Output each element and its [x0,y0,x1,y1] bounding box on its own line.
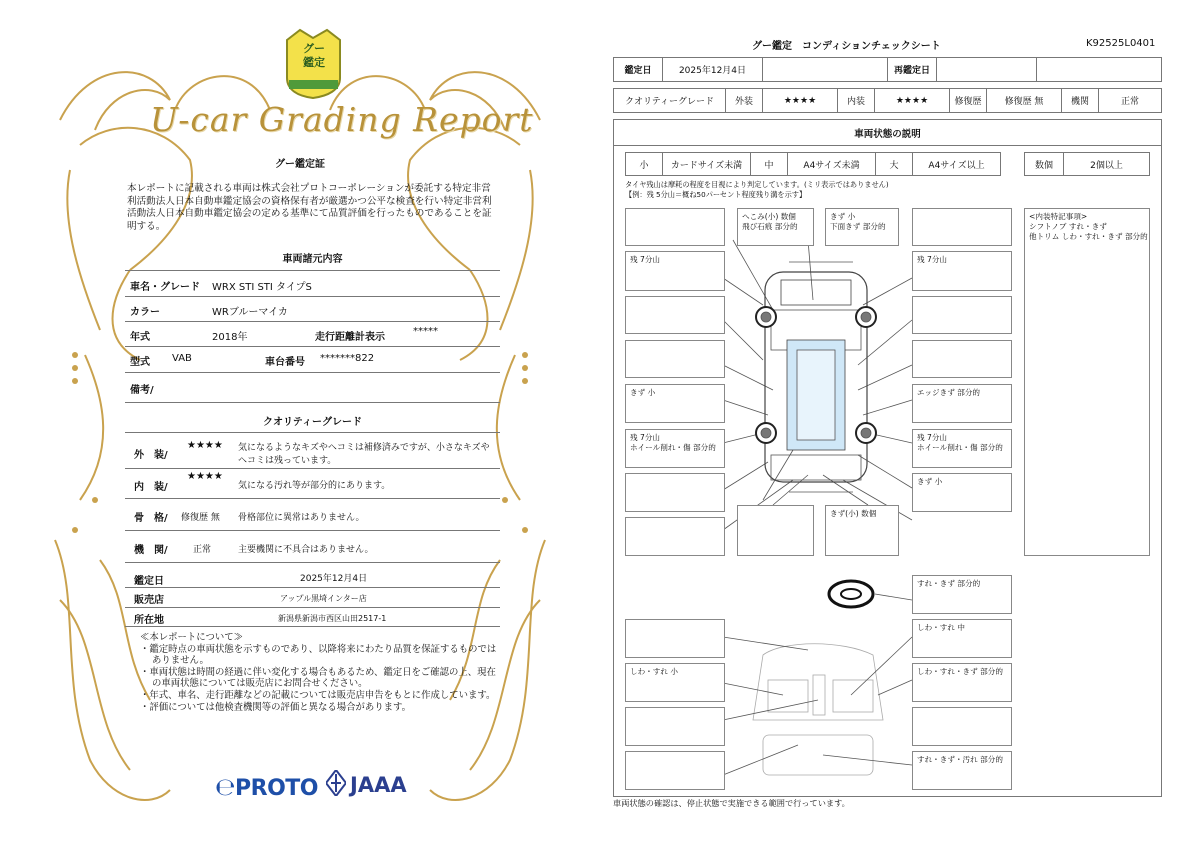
note-box: きず(小) 数個 [825,505,899,556]
reappraisal-value [936,57,1037,82]
date-value: 2025年12月4日 [662,57,763,82]
empty-cell [1036,57,1162,82]
engine-label: 機関 [1061,88,1099,113]
address-value: 新潟県新潟市西区山田2517-1 [278,614,387,623]
note-box: しわ・すれ 小 [625,663,725,702]
note-box: へこみ(小) 数個 飛び石痕 部分的 [737,208,814,246]
note-box [625,340,725,378]
note-box [625,619,725,658]
divider [125,270,500,271]
year-value: 2018年 [212,332,248,343]
sheet-footer: 車両状態の確認は、停止状態で実施できる範囲で行っています。 [613,798,850,808]
legend-medium-desc: A4サイズ未満 [787,152,876,176]
note-box: すれ・きず 部分的 [912,575,1012,614]
legend-medium: 中 [750,152,788,176]
note-box: 残 7分山 ホイール削れ・傷 部分的 [912,429,1012,468]
engine-value: 正常 [193,545,212,555]
name-value: WRX STI STI タイプS [212,282,312,293]
divider [125,321,500,322]
engine-label: 機 関/ [134,545,168,556]
legend-large-desc: A4サイズ以上 [912,152,1001,176]
note-box: すれ・きず・汚れ 部分的 [912,751,1012,790]
model-value: VAB [172,353,192,364]
appraisal-date-label: 鑑定日 [134,576,164,587]
year-label: 年式 [130,332,150,343]
jaaa-logo-icon [326,770,346,796]
interior-special-box: <内装特記事項> シフトノブ すれ・きず 他トリム しわ・すれ・きず 部分的 [1024,208,1150,556]
note-box [625,208,725,246]
repair-value: 修復歴 無 [986,88,1062,113]
exterior-label: 外 装/ [134,450,168,461]
exterior-stars: ★★★★ [762,88,838,113]
note-box: きず 小 [625,384,725,423]
divider [125,432,500,433]
divider [125,530,500,531]
note-box [737,505,814,556]
frame-value: 修復歴 無 [181,513,220,523]
report-id: K92525L0401 [1086,38,1156,49]
frame-label: 骨 格/ [134,513,168,524]
certificate-subtitle: グー鑑定証 [275,159,325,170]
tire-note-example: 【例：残 5分山＝概ね50パーセント程度残り溝を示す】 [625,190,807,199]
note-box [912,296,1012,334]
legend-count-desc: 2個以上 [1063,152,1150,176]
legend-large: 大 [875,152,913,176]
odometer-value: ***** [413,326,438,337]
chassis-value: *******822 [320,353,375,364]
divider [125,372,500,373]
color-value: WRブルーマイカ [212,307,288,318]
divider [125,562,500,563]
tire-note: タイヤ残山は摩耗の程度を目視により判定しています。(ミリ表示ではありません) [625,180,889,189]
exterior-label: 外装 [725,88,763,113]
frame-comment: 骨格部位に異常はありません。 [238,513,365,523]
quality-grade-label: クオリティーグレード [613,88,726,113]
note-item: ・鑑定時点の車両状態を示すものであり、以降将来にわたり品質を保証するものではありません。 [140,643,497,667]
exterior-comment: 気になるようなキズやヘコミは補修済みですが、小さなキズや [238,443,490,453]
divider [125,587,500,588]
legend-small-desc: カードサイズ未満 [662,152,751,176]
odometer-label: 走行距離計表示 [315,332,385,343]
interior-label: 内 装/ [134,482,168,493]
appraisal-date-value: 2025年12月4日 [300,574,368,584]
sheet-title: グー鑑定 コンディションチェックシート [752,41,941,52]
note-box: 残 7分山 [912,251,1012,291]
note-item: ・評価については他検査機関等の評価と異なる場合があります。 [140,701,411,713]
quality-section-title: クオリティーグレード [263,417,362,428]
interior-label: 内装 [837,88,875,113]
divider [125,346,500,347]
empty-cell [762,57,888,82]
note-box [912,707,1012,746]
divider [125,626,500,627]
address-label: 所在地 [134,615,164,626]
notes-heading: ≪本レポートについて≫ [140,632,243,643]
note-item: ・車両状態は時間の経過に伴い変化する場合もあるため、鑑定日をご確認の上、現在の車両状態については販売店にお問合せください。 [140,666,496,690]
proto-logo: ℮PROTO [215,773,318,801]
note-box [912,340,1012,378]
remarks-label: 備考/ [130,385,154,396]
report-notes [140,632,500,713]
note-box: エッジきず 部分的 [912,384,1012,423]
exterior-comment: ヘコミは残っています。 [238,456,337,466]
legend-count: 数個 [1024,152,1064,176]
date-label: 鑑定日 [613,57,663,82]
note-box: きず 小 下面きず 部分的 [825,208,899,246]
interior-stars: ★★★★ [874,88,950,113]
chassis-label: 車台番号 [265,357,305,368]
legend-small: 小 [625,152,663,176]
divider [125,296,500,297]
divider [125,498,500,499]
repair-label: 修復歴 [949,88,987,113]
note-box [625,751,725,790]
note-box [625,707,725,746]
reappraisal-label: 再鑑定日 [887,57,937,82]
color-label: カラー [130,307,160,318]
shop-label: 販売店 [134,595,164,606]
name-label: 車名・グレード [130,282,200,293]
report-script-title: U-car Grading Report [150,100,534,139]
exterior-stars: ★★★★ [187,440,223,451]
divider [125,468,500,469]
note-item: ・年式、車名、走行距離などの記載については販売店申告をもとに作成しています。 [140,689,496,701]
note-box [625,517,725,556]
badge-text: グー 鑑定 [303,42,325,69]
certificate-intro: 本レポートに記載される車両は株式会社プロトコーポレーションが委託する特定非営利活動法人日本自動車鑑定協会の資格保有者が厳選かつ公平な検査を行い特定非営利活動法人日本自動車鑑定協会の定める基準にて品質評価を行ったものであることを証明する。 [127,183,492,232]
note-box: しわ・すれ・きず 部分的 [912,663,1012,702]
divider [125,402,500,403]
note-box: きず 小 [912,473,1012,512]
engine-value: 正常 [1098,88,1162,113]
note-box: 残 7分山 ホイール削れ・傷 部分的 [625,429,725,468]
interior-stars: ★★★★ [187,471,223,482]
engine-comment: 主要機関に不具合はありません。 [238,545,374,555]
interior-comment: 気になる汚れ等が部分的にあります。 [238,481,391,491]
divider [125,607,500,608]
jaaa-logo: JAAA [350,773,407,797]
note-box [625,473,725,512]
shop-value: アップル黒埼インター店 [280,594,367,603]
note-box: 残 7分山 [625,251,725,291]
note-box: しわ・すれ 中 [912,619,1012,658]
specs-section-title: 車両諸元内容 [282,254,343,265]
note-box [625,296,725,334]
condition-title: 車両状態の説明 [613,119,1162,146]
note-box [912,208,1012,246]
model-label: 型式 [130,357,150,368]
